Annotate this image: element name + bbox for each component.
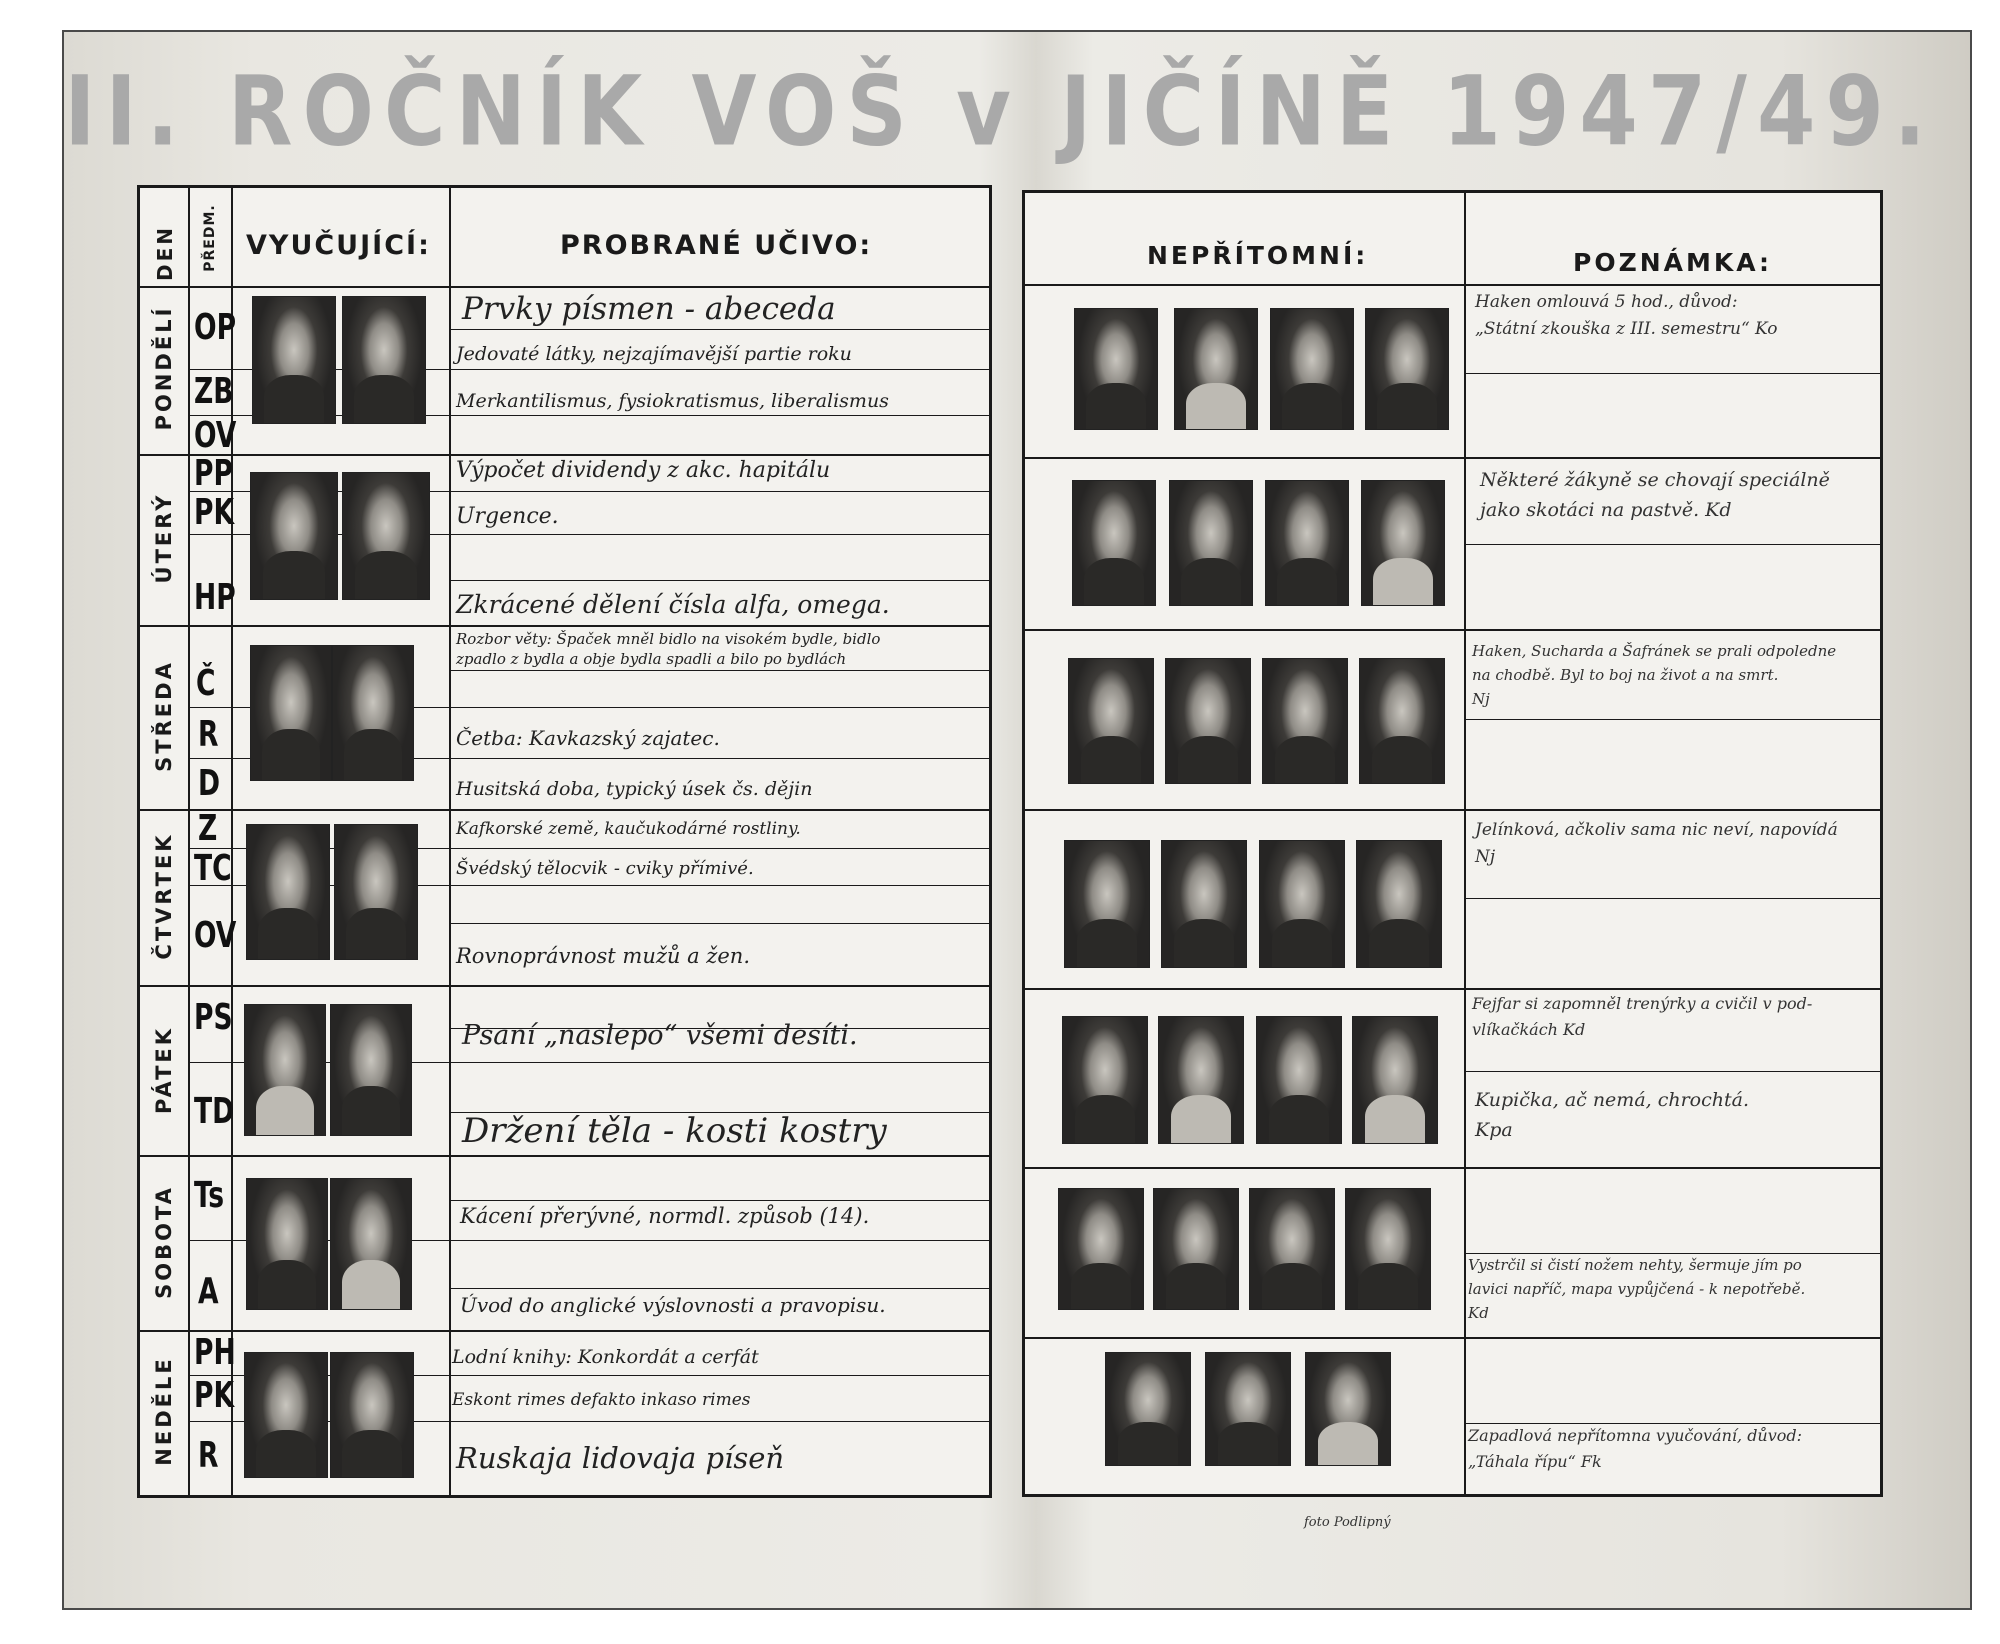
- teacher-photo: [330, 1004, 412, 1136]
- subject-code: OV: [194, 915, 237, 956]
- student-photo: [1153, 1188, 1239, 1310]
- header-ucivo: PROBRANÉ UČIVO:: [560, 230, 873, 261]
- day-divider: [1025, 457, 1880, 459]
- writing-line: [449, 329, 989, 330]
- student-photo: [1169, 480, 1253, 606]
- writing-line: [1464, 544, 1880, 545]
- writing-line: [449, 923, 989, 924]
- student-photo: [1356, 840, 1442, 968]
- photo-credit: foto Podlipný: [1304, 1515, 1391, 1530]
- header-den: DEN: [153, 224, 177, 282]
- header-divider: [1025, 284, 1880, 286]
- column-divider: [1464, 193, 1466, 1494]
- lesson-topic: Urgence.: [456, 504, 559, 529]
- student-photo: [1305, 1352, 1391, 1466]
- subject-code: D: [198, 763, 221, 804]
- remark-text: Některé žákyně se chovají speciálně jako skotáci na pastvě. Kd: [1480, 469, 1830, 522]
- lesson-topic: Rovnoprávnost mužů a žen.: [456, 944, 750, 968]
- remark-text: Zapadlová nepřítomna vyučování, důvod: „Táhala řípu“ Fk: [1468, 1426, 1803, 1471]
- day-divider: [1025, 1337, 1880, 1339]
- subject-code: Č: [196, 663, 216, 704]
- lesson-topic: Jedovaté látky, nejzajímavější partie roku: [456, 343, 852, 365]
- subject-code: HP: [194, 577, 236, 618]
- writing-line: [1464, 719, 1880, 720]
- student-photo: [1249, 1188, 1335, 1310]
- student-photo: [1074, 308, 1158, 430]
- day-divider: [1025, 809, 1880, 811]
- day-divider: [1025, 629, 1880, 631]
- day-divider: [1025, 1167, 1880, 1169]
- lesson-topic: Psaní „naslepo“ všemi desíti.: [462, 1020, 858, 1051]
- day-saturday: SOBOTA: [152, 1185, 176, 1299]
- header-predm: PŘEDM.: [202, 204, 218, 272]
- student-photo: [1158, 1016, 1244, 1144]
- student-photo: [1262, 658, 1348, 784]
- teacher-photo: [342, 472, 430, 600]
- lesson-topic: Merkantilismus, fysiokratismus, liberalismus: [456, 390, 889, 412]
- day-friday: PÁTEK: [152, 1025, 176, 1115]
- lesson-topic: Četba: Kavkazský zajatec.: [456, 726, 720, 750]
- subject-code: PP: [194, 453, 233, 494]
- teacher-photo: [330, 1352, 414, 1478]
- student-photo: [1068, 658, 1154, 784]
- student-photo: [1161, 840, 1247, 968]
- column-divider: [449, 188, 451, 1495]
- student-photo: [1256, 1016, 1342, 1144]
- lesson-topic: Kafkorské země, kaučukodárné rostliny.: [456, 819, 801, 839]
- student-photo: [1365, 308, 1449, 430]
- writing-line: [449, 1288, 989, 1289]
- day-wednesday: STŘEDA: [152, 660, 176, 772]
- writing-line: [1464, 898, 1880, 899]
- writing-line: [449, 580, 989, 581]
- subject-code: R: [198, 714, 219, 755]
- day-sunday: NEDĚLE: [152, 1356, 176, 1466]
- subject-code: Ts: [194, 1175, 225, 1216]
- lesson-topic: Zkrácené dělení čísla alfa, omega.: [456, 590, 890, 619]
- student-photo: [1058, 1188, 1144, 1310]
- lesson-topic: Úvod do anglické výslovnosti a pravopisu.: [460, 1293, 886, 1317]
- teacher-photo: [334, 824, 418, 960]
- student-photo: [1064, 840, 1150, 968]
- remark-text: Kupička, ač nemá, chrochtá. Kpa: [1475, 1089, 1750, 1142]
- student-photo: [1359, 658, 1445, 784]
- lesson-topic: Švédský tělocvik - cviky přímivé.: [456, 858, 754, 879]
- day-tuesday: ÚTERÝ: [152, 492, 176, 584]
- subject-code: PS: [194, 997, 233, 1038]
- header-poznamka: POZNÁMKA:: [1573, 248, 1773, 277]
- teacher-photo: [246, 824, 330, 960]
- teacher-photo: [332, 645, 414, 781]
- teacher-photo: [246, 1178, 328, 1310]
- remark-text: Vystrčil si čistí nožem nehty, šermuje jím po lavici napříč, mapa vypůjčená - k nepotřebě. Kd: [1468, 1256, 1806, 1322]
- student-photo: [1105, 1352, 1191, 1466]
- student-photo: [1165, 658, 1251, 784]
- day-divider: [140, 625, 989, 627]
- remark-text: Fejfar si zapomněl trenýrky a cvičil v pod- vlíkačkách Kd: [1472, 994, 1813, 1039]
- lesson-topic: Eskont rimes defakto inkaso rimes: [452, 1390, 751, 1410]
- teacher-photo: [342, 296, 426, 424]
- subject-code: OV: [194, 415, 237, 456]
- student-photo: [1361, 480, 1445, 606]
- remark-text: Haken omlouvá 5 hod., důvod: „Státní zkouška z III. semestru“ Ko: [1475, 292, 1778, 340]
- subject-code: R: [198, 1435, 219, 1476]
- writing-line: [1464, 1071, 1880, 1072]
- day-divider: [140, 454, 989, 456]
- student-photo: [1265, 480, 1349, 606]
- absence-table: [1022, 190, 1883, 1497]
- lesson-topic: Rozbor věty: Špaček mněl bidlo na visokém bydle, bidlo zpadlo z bydla a obje bydla spadli a bilo po bydlách: [456, 630, 881, 669]
- teacher-photo: [250, 645, 332, 781]
- writing-line: [449, 670, 989, 671]
- student-photo: [1205, 1352, 1291, 1466]
- remark-text: Haken, Sucharda a Šafránek se prali odpoledne na chodbě. Byl to boj na život a na smrt. Nj: [1472, 642, 1837, 708]
- column-divider: [188, 188, 190, 1495]
- writing-line: [1464, 373, 1880, 374]
- teacher-photo: [244, 1352, 328, 1478]
- subject-code: PK: [194, 1375, 235, 1416]
- teacher-photo: [250, 472, 338, 600]
- student-photo: [1062, 1016, 1148, 1144]
- day-divider: [140, 1330, 989, 1332]
- subject-code: A: [198, 1271, 219, 1312]
- header-divider: [140, 286, 989, 288]
- subject-code: Z: [198, 808, 218, 849]
- subject-code: TD: [194, 1091, 235, 1132]
- student-photo: [1345, 1188, 1431, 1310]
- day-divider: [140, 809, 989, 811]
- student-photo: [1174, 308, 1258, 430]
- teacher-photo: [330, 1178, 412, 1310]
- day-thursday: ČTVRTEK: [152, 832, 176, 960]
- lesson-topic: Lodní knihy: Konkordát a cerfát: [452, 1346, 759, 1368]
- day-divider: [140, 1155, 989, 1157]
- lesson-topic: Výpočet dividendy z akc. hapitálu: [456, 458, 831, 483]
- lesson-topic: Prvky písmen - abeceda: [462, 291, 836, 327]
- lesson-topic: Ruskaja lidovaja píseň: [456, 1441, 785, 1475]
- remark-text: Jelínková, ačkoliv sama nic neví, napovídá Nj: [1475, 820, 1838, 868]
- header-nepritomni: NEPŘÍTOMNÍ:: [1147, 241, 1369, 270]
- subject-code: PH: [194, 1332, 236, 1373]
- student-photo: [1259, 840, 1345, 968]
- lesson-topic: Husitská doba, typický úsek čs. dějin: [456, 778, 813, 800]
- header-vyucujici: VYUČUJÍCÍ:: [246, 230, 431, 261]
- schedule-table: [137, 185, 992, 1498]
- subject-code: TC: [194, 848, 232, 889]
- teacher-photo: [252, 296, 336, 424]
- writing-line: [449, 1200, 989, 1201]
- student-photo: [1270, 308, 1354, 430]
- lesson-topic: Kácení přerývné, normdl. způsob (14).: [460, 1204, 870, 1228]
- subject-code: OP: [194, 307, 237, 348]
- teacher-photo: [244, 1004, 326, 1136]
- student-photo: [1352, 1016, 1438, 1144]
- subject-code: PK: [194, 492, 235, 533]
- day-divider: [1025, 988, 1880, 990]
- student-photo: [1072, 480, 1156, 606]
- day-monday: PONDĚLÍ: [152, 305, 176, 431]
- lesson-topic: Držení těla - kosti kostry: [462, 1111, 887, 1151]
- page-title: II. ROČNÍK VOŠ v JIČÍNĚ 1947/49.: [64, 54, 1936, 168]
- subject-code: ZB: [194, 371, 234, 412]
- day-divider: [140, 985, 989, 987]
